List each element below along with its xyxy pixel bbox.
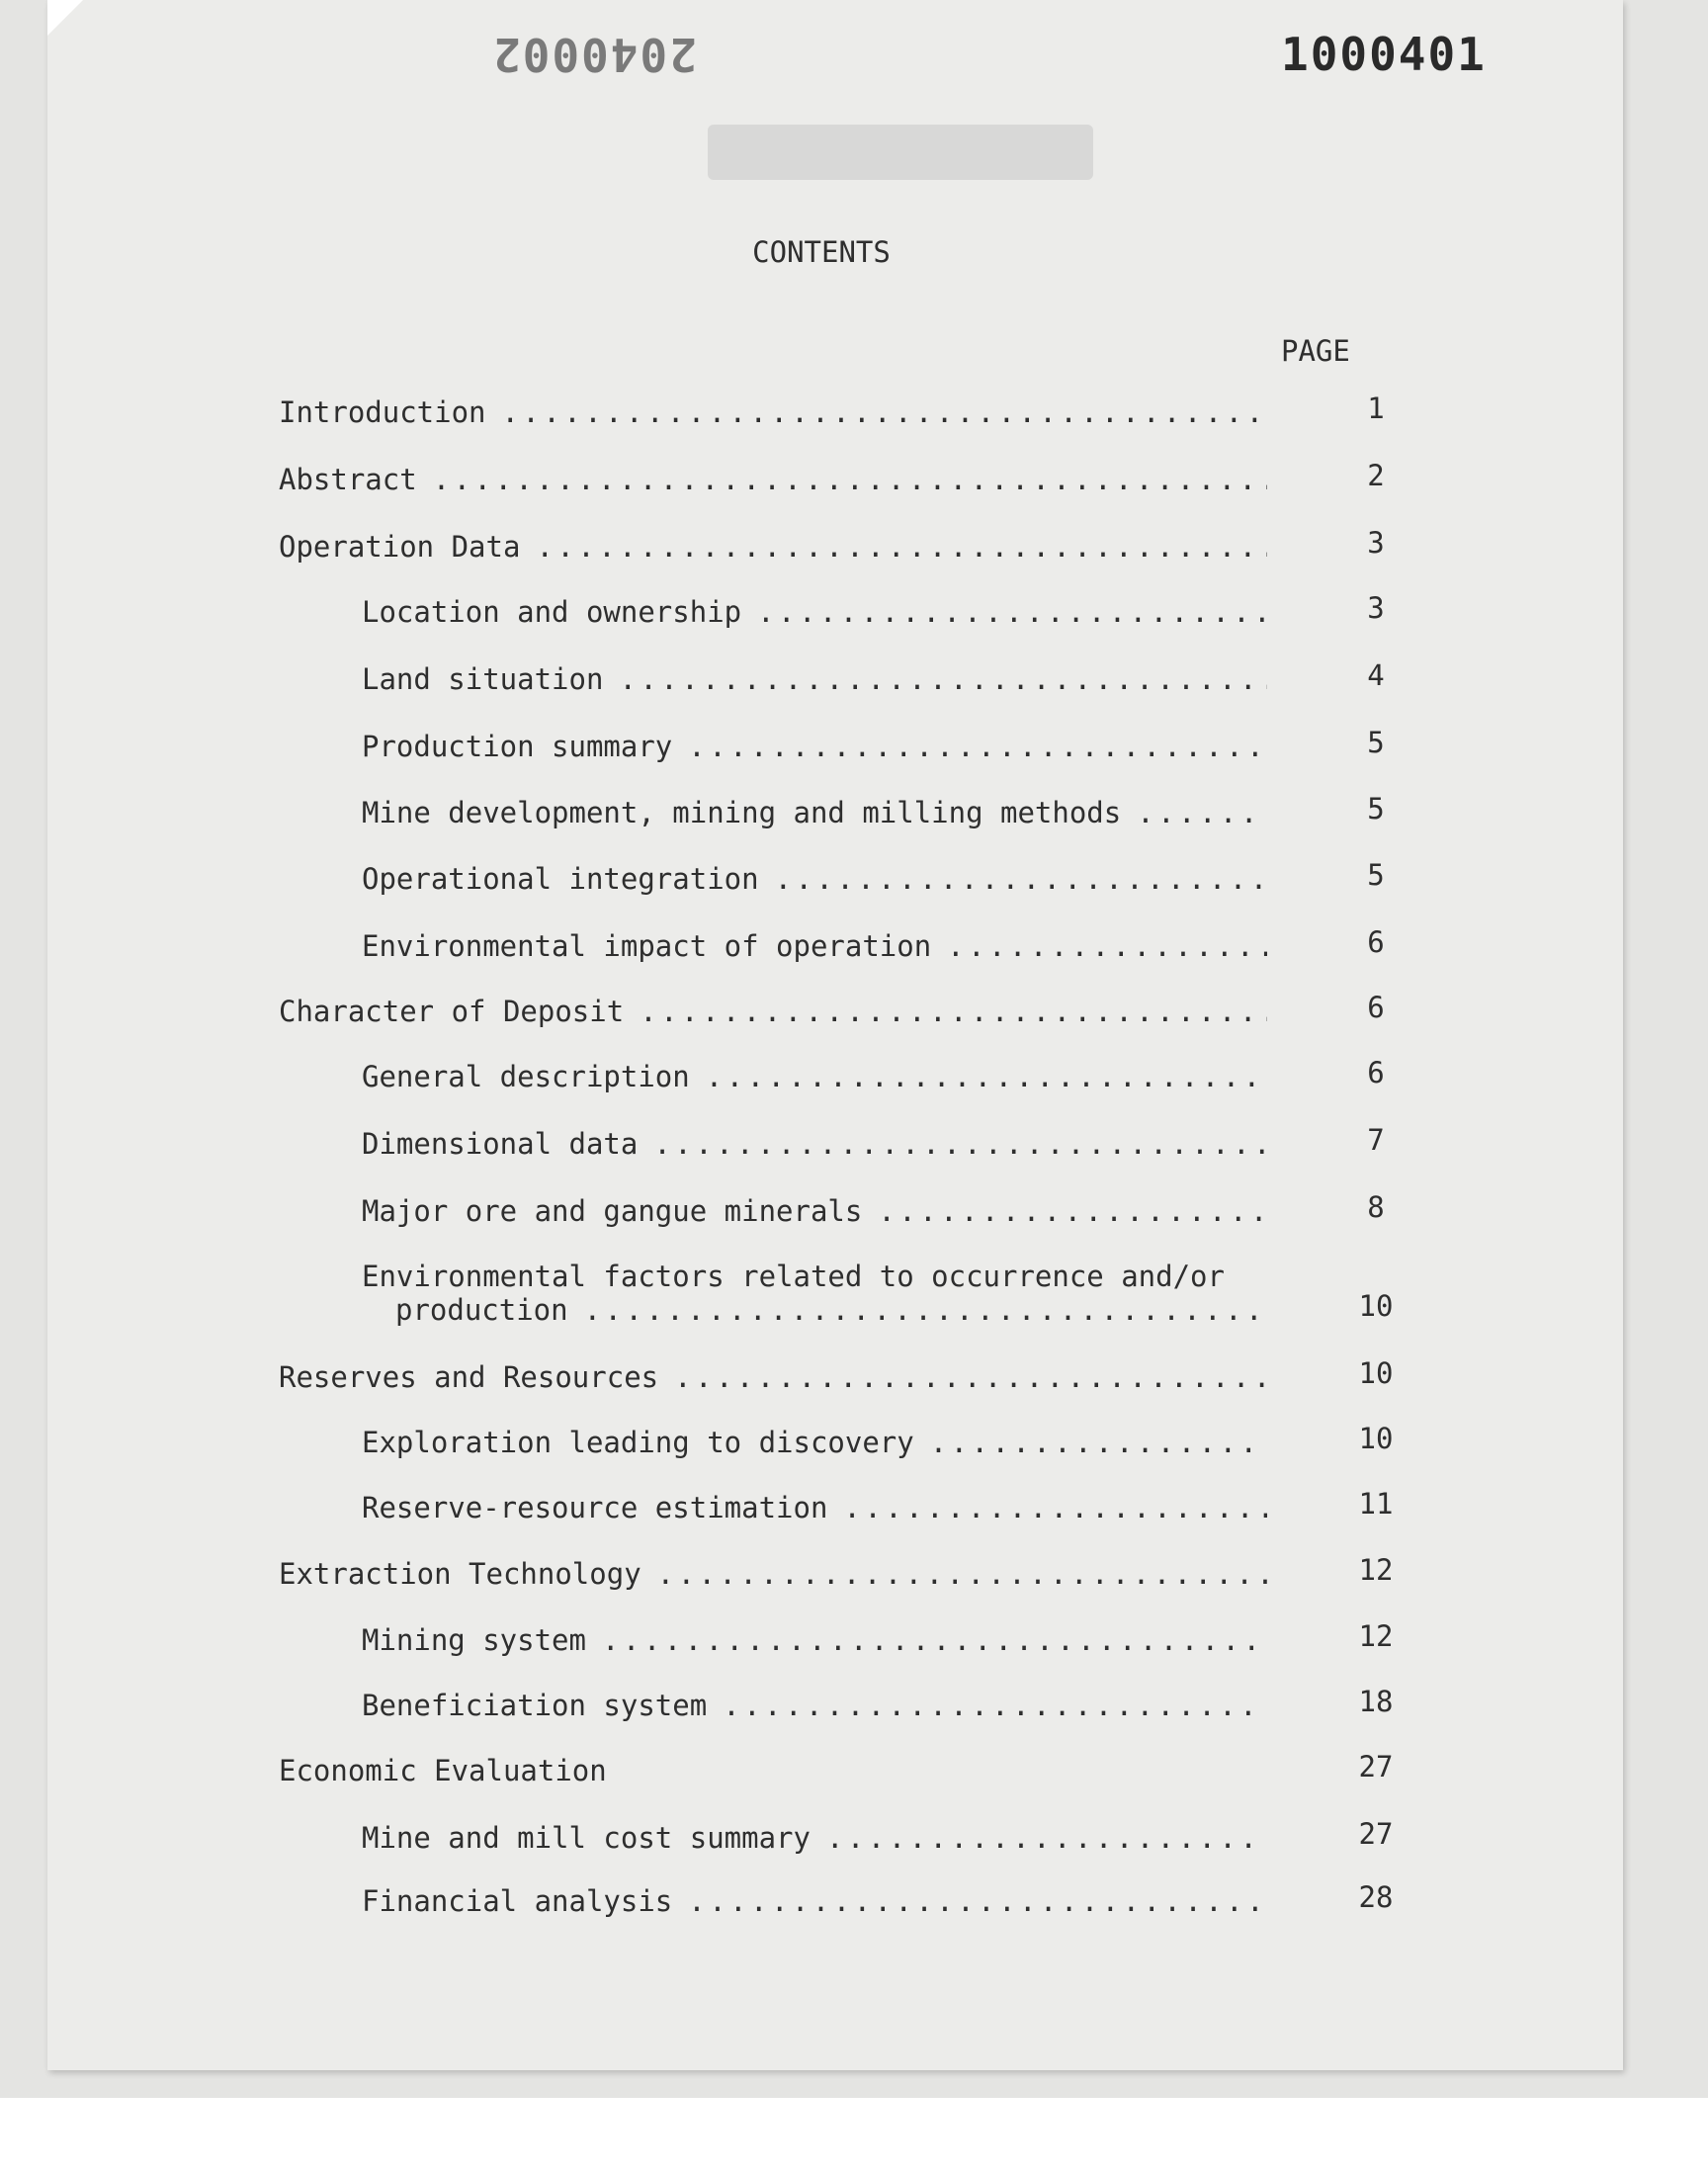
dot-leader <box>688 730 1267 763</box>
toc-entry-dimensional-data[interactable] <box>362 1123 1385 1167</box>
toc-entry-reserves-resources[interactable] <box>279 1356 1394 1400</box>
toc-entry-production-summary[interactable] <box>362 726 1385 769</box>
toc-entry-page: 1 <box>1367 392 1385 425</box>
dot-leader <box>657 1557 1267 1591</box>
dot-leader <box>930 1426 1267 1459</box>
toc-entry-environmental-factors[interactable] <box>395 1289 1394 1333</box>
toc-entry-page: 7 <box>1367 1123 1385 1157</box>
dot-leader <box>502 395 1267 429</box>
toc-entry-abstract[interactable] <box>279 459 1385 502</box>
toc-entry-page: 6 <box>1367 1056 1385 1089</box>
toc-entry-environmental-impact[interactable] <box>362 925 1385 969</box>
toc-entry-cost-summary[interactable] <box>362 1817 1394 1861</box>
toc-entry-operation-data[interactable] <box>279 526 1385 569</box>
toc-entry-label: Operation Data <box>279 530 521 564</box>
toc-entry-exploration[interactable] <box>362 1422 1394 1465</box>
toc-entry-label: Mine and mill cost summary <box>362 1821 811 1855</box>
toc-entry-location-ownership[interactable] <box>362 591 1385 635</box>
dot-leader <box>688 1884 1267 1918</box>
toc-entry-label: Introduction <box>279 395 486 429</box>
toc-entry-label: Operational integration <box>362 862 759 896</box>
dot-leader <box>1137 796 1267 829</box>
toc-entry-label: Reserve-resource estimation <box>362 1491 828 1524</box>
toc-entry-page: 5 <box>1367 726 1385 759</box>
toc-entry-page: 6 <box>1367 925 1385 959</box>
toc-entry-page: 2 <box>1367 459 1385 492</box>
toc-entry-mine-development[interactable] <box>362 792 1385 835</box>
toc-entry-label: Mining system <box>362 1623 586 1657</box>
dot-leader <box>843 1491 1267 1524</box>
toc-entry-label: Environmental impact of operation <box>362 929 932 963</box>
toc-entry-page: 27 <box>1358 1750 1394 1784</box>
dot-leader <box>640 995 1267 1028</box>
toc-entry-page: 3 <box>1367 526 1385 560</box>
toc-entry-label: Exploration leading to discovery <box>362 1426 914 1459</box>
toc-entry-page: 10 <box>1358 1289 1394 1323</box>
toc-entry-label: Production summary <box>362 730 673 763</box>
toc-entry-page: 27 <box>1358 1817 1394 1851</box>
toc-entry-financial-analysis[interactable] <box>362 1880 1394 1924</box>
toc-entry-page: 10 <box>1358 1422 1394 1455</box>
toc-entry-label: Beneficiation system <box>362 1689 708 1722</box>
stamp-right: 1000401 <box>1281 28 1487 81</box>
toc-entry-page: 28 <box>1358 1880 1394 1914</box>
dot-leader <box>947 929 1267 963</box>
contents-heading: CONTENTS <box>752 235 891 269</box>
toc-entry-operational-integration[interactable] <box>362 858 1385 902</box>
toc-entry-label: Location and ownership <box>362 595 742 629</box>
dot-leader <box>536 530 1267 564</box>
toc-entry-label: Extraction Technology <box>279 1557 641 1591</box>
toc-entry-mining-system[interactable] <box>362 1619 1394 1663</box>
toc-entry-page: 12 <box>1358 1619 1394 1653</box>
toc-entry-reserve-estimation[interactable] <box>362 1487 1394 1530</box>
toc-entry-page: 18 <box>1358 1685 1394 1718</box>
toc-entry-extraction-technology[interactable] <box>279 1553 1394 1597</box>
toc-entry-economic-evaluation[interactable] <box>279 1750 1394 1793</box>
toc-entry-label: Land situation <box>362 662 604 696</box>
scan-bottom-margin <box>0 2098 1708 2175</box>
dot-leader <box>878 1194 1267 1228</box>
toc-entry-label: Financial analysis <box>362 1884 673 1918</box>
dot-leader <box>723 1689 1267 1722</box>
toc-entry-label: Economic Evaluation <box>279 1754 607 1787</box>
toc-entry-label: General description <box>362 1060 690 1093</box>
toc-entry-environmental-factors-line1[interactable]: Environmental factors related to occurrence and/or <box>362 1260 1225 1293</box>
toc-entry-label: Major ore and gangue minerals <box>362 1194 863 1228</box>
dot-leader <box>433 463 1267 496</box>
toc-entry-page: 3 <box>1367 591 1385 625</box>
toc-entry-label: Dimensional data <box>362 1127 639 1161</box>
toc-entry-label: Reserves and Resources <box>279 1360 659 1394</box>
dot-leader <box>584 1293 1267 1327</box>
toc-entry-page: 5 <box>1367 858 1385 892</box>
dot-leader <box>706 1060 1267 1093</box>
toc-entry-page: 12 <box>1358 1553 1394 1587</box>
dot-leader <box>826 1821 1267 1855</box>
dot-leader <box>602 1623 1267 1657</box>
toc-entry-general-description[interactable] <box>362 1056 1385 1099</box>
toc-entry-page: 8 <box>1367 1190 1385 1224</box>
toc-entry-label: Abstract <box>279 463 417 496</box>
dot-leader <box>757 595 1267 629</box>
toc-entry-label: production <box>395 1293 568 1327</box>
toc-entry-page: 6 <box>1367 991 1385 1024</box>
toc-entry-beneficiation-system[interactable] <box>362 1685 1394 1728</box>
dot-leader <box>619 662 1267 696</box>
dot-leader <box>653 1127 1267 1161</box>
stamp-left: 2040002 <box>491 28 697 81</box>
toc-entry-label: Mine development, mining and milling methods <box>362 796 1122 829</box>
dot-leader <box>775 862 1267 896</box>
toc-entry-land-situation[interactable] <box>362 658 1385 702</box>
toc-entry-introduction[interactable] <box>279 392 1385 435</box>
page-column-label: PAGE <box>1281 334 1350 368</box>
dot-leader <box>674 1360 1267 1394</box>
toc-entry-label: Character of Deposit <box>279 995 625 1028</box>
toc-entry-page: 10 <box>1358 1356 1394 1390</box>
toc-entry-page: 5 <box>1367 792 1385 826</box>
toc-entry-character-of-deposit[interactable] <box>279 991 1385 1034</box>
toc-entry-page: 4 <box>1367 658 1385 692</box>
toc-entry-major-ore-minerals[interactable] <box>362 1190 1385 1234</box>
toc-entry-page: 11 <box>1358 1487 1394 1521</box>
